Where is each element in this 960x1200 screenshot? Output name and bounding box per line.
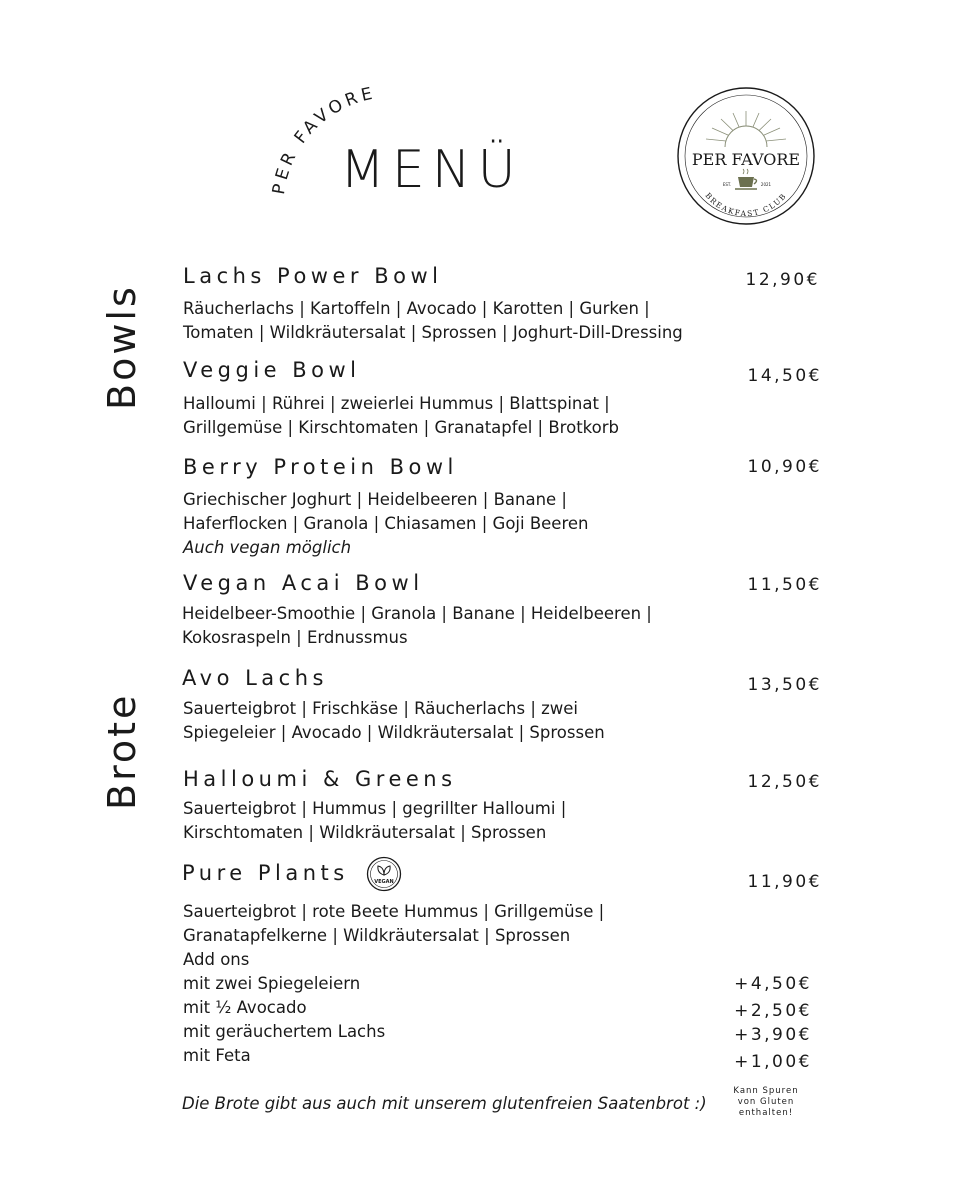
addon-label: mit geräuchertem Lachs bbox=[183, 1022, 386, 1041]
logo-ring-text: BREAKFAST CLUB bbox=[703, 190, 789, 219]
vegan-badge-label: VEGAN bbox=[374, 879, 394, 885]
item-desc-line: Haferflocken | Granola | Chiasamen | Goji Beeren bbox=[183, 514, 589, 533]
item-desc-line: Tomaten | Wildkräutersalat | Sprossen | Joghurt-Dill-Dressing bbox=[183, 323, 683, 342]
item-desc-line: Kirschtomaten | Wildkräutersalat | Sprossen bbox=[183, 823, 547, 842]
item-desc-line: Heidelbeer-Smoothie | Granola | Banane | Heidelbeeren | bbox=[182, 604, 652, 623]
logo-est: EST. bbox=[722, 182, 732, 187]
section-bowls: Bowls bbox=[100, 284, 144, 410]
item-name: Berry Protein Bowl bbox=[183, 455, 458, 479]
item-price: 11,90€ bbox=[747, 872, 822, 892]
gluten-warning bbox=[726, 1086, 806, 1119]
item-name: Halloumi & Greens bbox=[183, 767, 457, 791]
item-desc-line: Sauerteigbrot | Frischkäse | Räucherlachs | zwei bbox=[183, 699, 579, 718]
section-brote: Brote bbox=[100, 692, 144, 810]
item-name: Veggie Bowl bbox=[183, 358, 361, 382]
logo-year: 2021 bbox=[760, 182, 772, 187]
addons-title: Add ons bbox=[183, 950, 250, 969]
item-desc-line: Granatapfelkerne | Wildkräutersalat | Sprossen bbox=[183, 926, 571, 945]
item-desc-line: Räucherlachs | Kartoffeln | Avocado | Karotten | Gurken | bbox=[183, 299, 650, 318]
menu-title: MENÜ bbox=[340, 140, 523, 200]
gluten-line: von Gluten bbox=[737, 1097, 795, 1107]
addon-price: +2,50€ bbox=[734, 1001, 812, 1021]
footer-note: Die Brote gibt aus auch mit unserem glutenfreien Saatenbrot :) bbox=[182, 1094, 707, 1113]
addon-price: +3,90€ bbox=[734, 1025, 812, 1045]
item-name: Pure Plants bbox=[182, 861, 349, 885]
item-price: 10,90€ bbox=[747, 457, 822, 477]
vegan-badge-icon bbox=[366, 856, 402, 892]
item-price: 14,50€ bbox=[747, 366, 822, 386]
item-desc-line: Sauerteigbrot | rote Beete Hummus | Grillgemüse | bbox=[183, 902, 605, 921]
addon-label: mit ½ Avocado bbox=[183, 998, 307, 1017]
item-desc-line: Griechischer Joghurt | Heidelbeeren | Banane | bbox=[183, 490, 567, 509]
item-desc-line: Sauerteigbrot | Hummus | gegrillter Halloumi | bbox=[183, 799, 567, 818]
addon-price: +1,00€ bbox=[734, 1052, 812, 1072]
item-price: 11,50€ bbox=[747, 575, 822, 595]
item-price: 12,50€ bbox=[747, 772, 822, 792]
item-name: Avo Lachs bbox=[182, 666, 328, 690]
gluten-line: enthalten! bbox=[738, 1108, 794, 1118]
svg-text:BREAKFAST CLUB bbox=[703, 191, 788, 218]
coffee-cup-icon bbox=[735, 169, 757, 189]
item-name: Vegan Acai Bowl bbox=[183, 571, 424, 595]
item-desc-line: Grillgemüse | Kirschtomaten | Granatapfel | Brotkorb bbox=[183, 418, 619, 437]
addon-label: mit zwei Spiegeleiern bbox=[183, 974, 361, 993]
addon-price: +4,50€ bbox=[734, 974, 812, 994]
item-desc-line: Spiegeleier | Avocado | Wildkräutersalat | Sprossen bbox=[183, 723, 605, 742]
item-name: Lachs Power Bowl bbox=[183, 264, 443, 288]
item-note: Auch vegan möglich bbox=[183, 538, 352, 557]
item-desc-line: Kokosraspeln | Erdnussmus bbox=[182, 628, 408, 647]
item-desc-line: Halloumi | Rührei | zweierlei Hummus | Blattspinat | bbox=[183, 394, 610, 413]
addon-label: mit Feta bbox=[183, 1046, 251, 1065]
logo-name: PER FAVORE bbox=[691, 150, 801, 169]
gluten-line: Kann Spuren bbox=[733, 1086, 799, 1096]
arc-text-path: PER FAVORE bbox=[268, 83, 378, 196]
per-favore-logo bbox=[675, 85, 817, 227]
item-price: 12,90€ bbox=[745, 270, 820, 290]
item-price: 13,50€ bbox=[747, 675, 822, 695]
